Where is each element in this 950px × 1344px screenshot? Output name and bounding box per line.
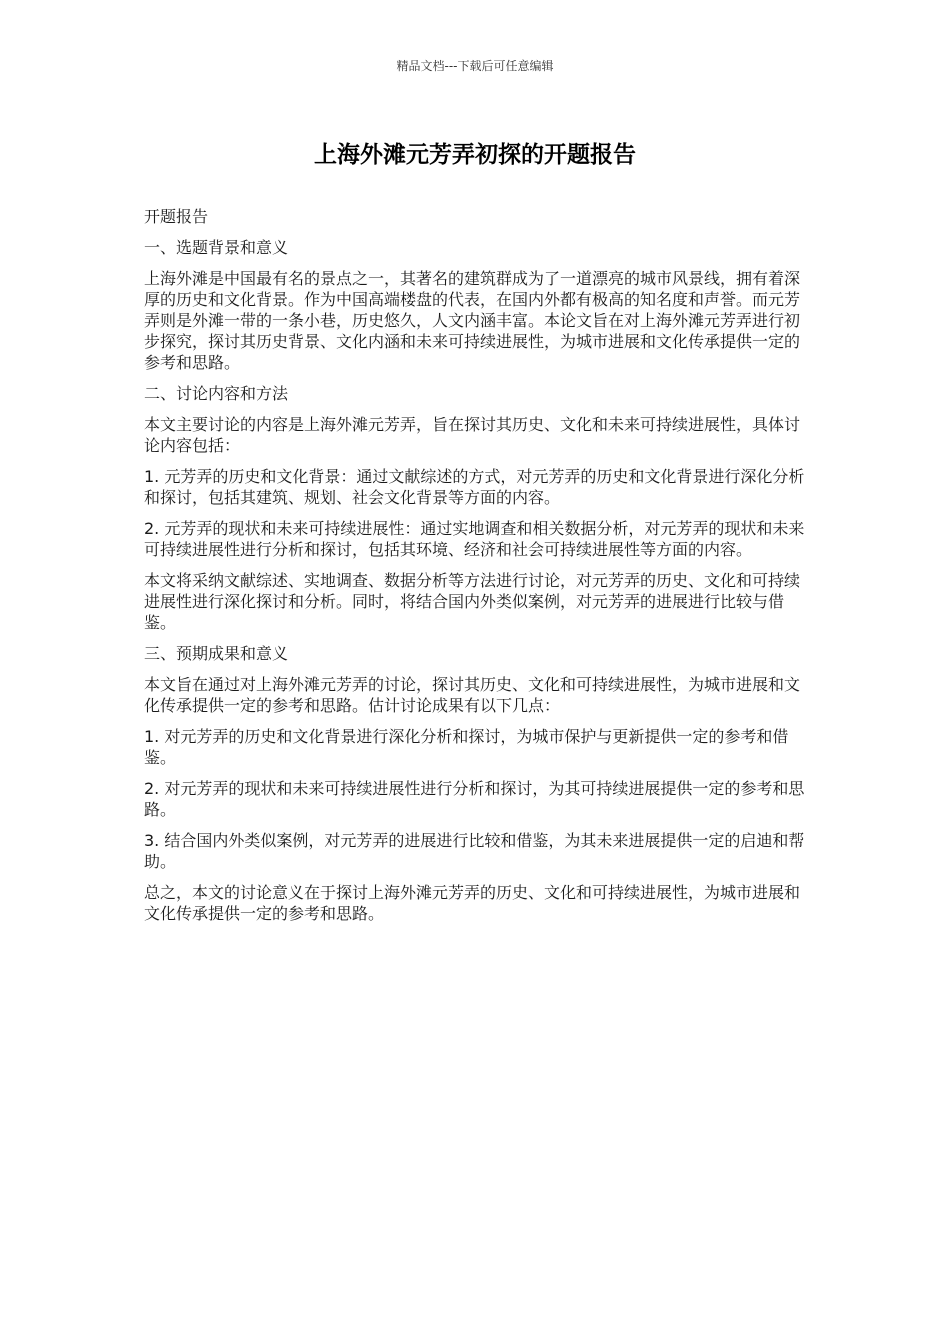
section-heading-background: 一、选题背景和意义 (144, 238, 289, 257)
paragraph-methods: 本文将采纳文献综述、实地调查、数据分析等方法进行讨论，对元芳弄的历史、文化和可持续进展性进行深化探讨和分析。同时，将结合国内外类似案例，对元芳弄的进展进行比较与借鉴。 (144, 571, 801, 632)
list-item-result-1: 1. 对元芳弄的历史和文化背景进行深化分析和探讨，为城市保护与更新提供一定的参考和借鉴。 (144, 727, 789, 767)
list-item-result-2: 2. 对元芳弄的现状和未来可持续进展性进行分析和探讨，为其可持续进展提供一定的参考和思路。 (144, 779, 805, 819)
paragraph-conclusion: 总之，本文的讨论意义在于探讨上海外滩元芳弄的历史、文化和可持续进展性，为城市进展和文化传承提供一定的参考和思路。 (144, 883, 801, 923)
list-item-result-3: 3. 结合国内外类似案例，对元芳弄的进展进行比较和借鉴，为其未来进展提供一定的启迪和帮助。 (144, 831, 805, 871)
section-heading-expected-results: 三、预期成果和意义 (144, 644, 289, 663)
paragraph-results-intro: 本文旨在通过对上海外滩元芳弄的讨论，探讨其历史、文化和可持续进展性，为城市进展和文化传承提供一定的参考和思路。估计讨论成果有以下几点： (144, 675, 801, 715)
document-title: 上海外滩元芳弄初探的开题报告 (314, 142, 636, 168)
paragraph-background: 上海外滩是中国最有名的景点之一，其著名的建筑群成为了一道漂亮的城市风景线，拥有着深厚的历史和文化背景。作为中国高端楼盘的代表，在国内外都有极高的知名度和声誉。而元芳弄则是外滩一带的一条小巷，历史悠久，人文内涵丰富。本论文旨在对上海外滩元芳弄进行初步探究，探讨其历史背景、文化内涵和未来可持续进展性，为城市进展和文化传承提供一定的参考和思路。 (144, 269, 801, 372)
list-item-content-2: 2. 元芳弄的现状和未来可持续进展性：通过实地调查和相关数据分析，对元芳弄的现状和未来可持续进展性进行分析和探讨，包括其环境、经济和社会可持续进展性等方面的内容。 (144, 519, 805, 559)
section-heading-content-method: 二、讨论内容和方法 (144, 384, 289, 403)
report-label: 开题报告 (144, 207, 209, 226)
document-body (144, 206, 806, 934)
paragraph-content-intro: 本文主要讨论的内容是上海外滩元芳弄，旨在探讨其历史、文化和未来可持续进展性，具体讨论内容包括： (144, 415, 801, 455)
header-note: 精品文档---下载后可任意编辑 (396, 59, 554, 73)
list-item-content-1: 1. 元芳弄的历史和文化背景：通过文献综述的方式，对元芳弄的历史和文化背景进行深化分析和探讨，包括其建筑、规划、社会文化背景等方面的内容。 (144, 467, 805, 507)
